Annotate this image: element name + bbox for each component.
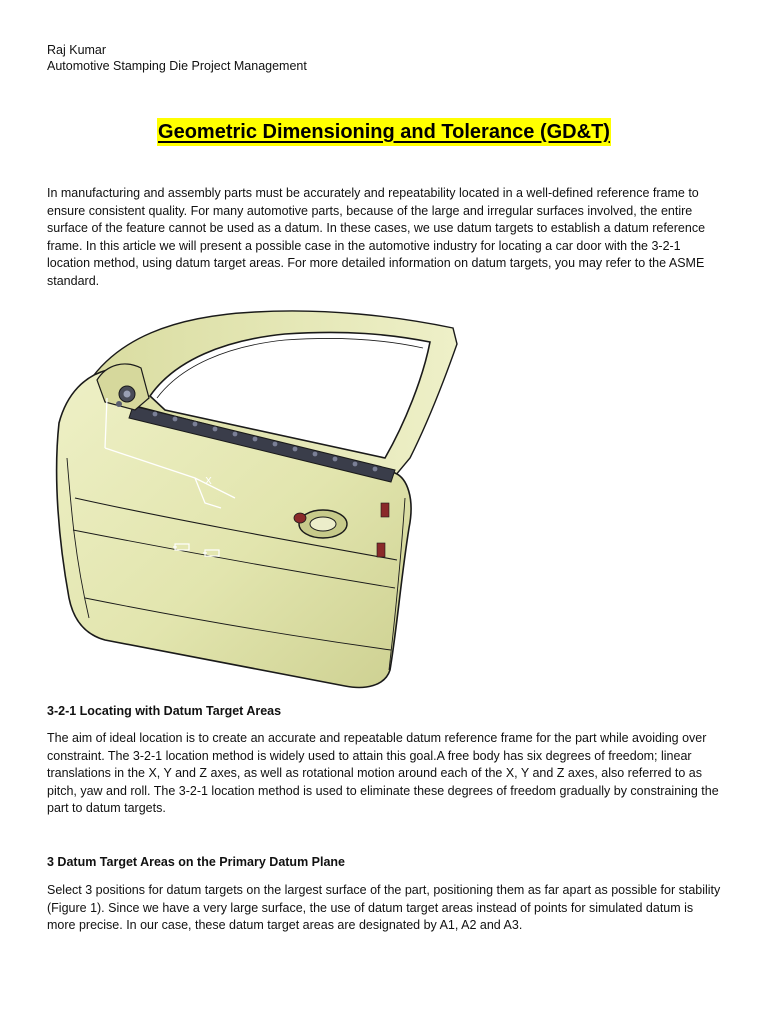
axis-x-label: X — [205, 476, 212, 487]
intro-paragraph: In manufacturing and assembly parts must be accurately and repeatability located in a well-defined reference frame to ensure consistent quality. For many automotive parts, because of the large and irregular surfaces involved, the entire surface of the feature cannot be used as a datum. In these cases, we use datum targets to establish a datum reference frame. In this article we will present a possible case in the automotive industry for locating a car door with the 3-2-1 location method, using datum target areas. For more detailed information on datum targets, you may refer to the ASME standard. — [47, 186, 706, 288]
document-title: Geometric Dimensioning and Tolerance (GD&T) — [157, 118, 611, 146]
section-body-2: Select 3 positions for datum targets on the largest surface of the part, positioning them as far apart as possible for stability (Figure 1). Since we have a very large surface, the use of datum target areas instead of points for simulated datum is more precise. In our case, these datum target areas are designated by A1, A2 and A3. — [47, 883, 721, 933]
author-subtitle: Automotive Stamping Die Project Management — [47, 59, 307, 73]
section-body-1: The aim of ideal location is to create an accurate and repeatable datum reference frame for the part while avoiding over constraint. The 3-2-1 location method is widely used to attain this goal.A free body has six degrees of freedom; linear translations in the X, Y and Z axes, as well as rotational motion around each of the X, Y and Z axes, also referred to as pitch, yaw and roll. The 3-2-1 location method is used to eliminate these degrees of freedom gradually by constraining the part to datum targets. — [47, 731, 719, 816]
author-name: Raj Kumar — [47, 43, 107, 57]
section-heading-1: 3-2-1 Locating with Datum Target Areas — [47, 704, 282, 718]
section-heading-2: 3 Datum Target Areas on the Primary Datum Plane — [47, 855, 346, 869]
car-door-figure — [45, 298, 465, 696]
title-container — [0, 118, 768, 146]
author-block — [47, 42, 307, 74]
